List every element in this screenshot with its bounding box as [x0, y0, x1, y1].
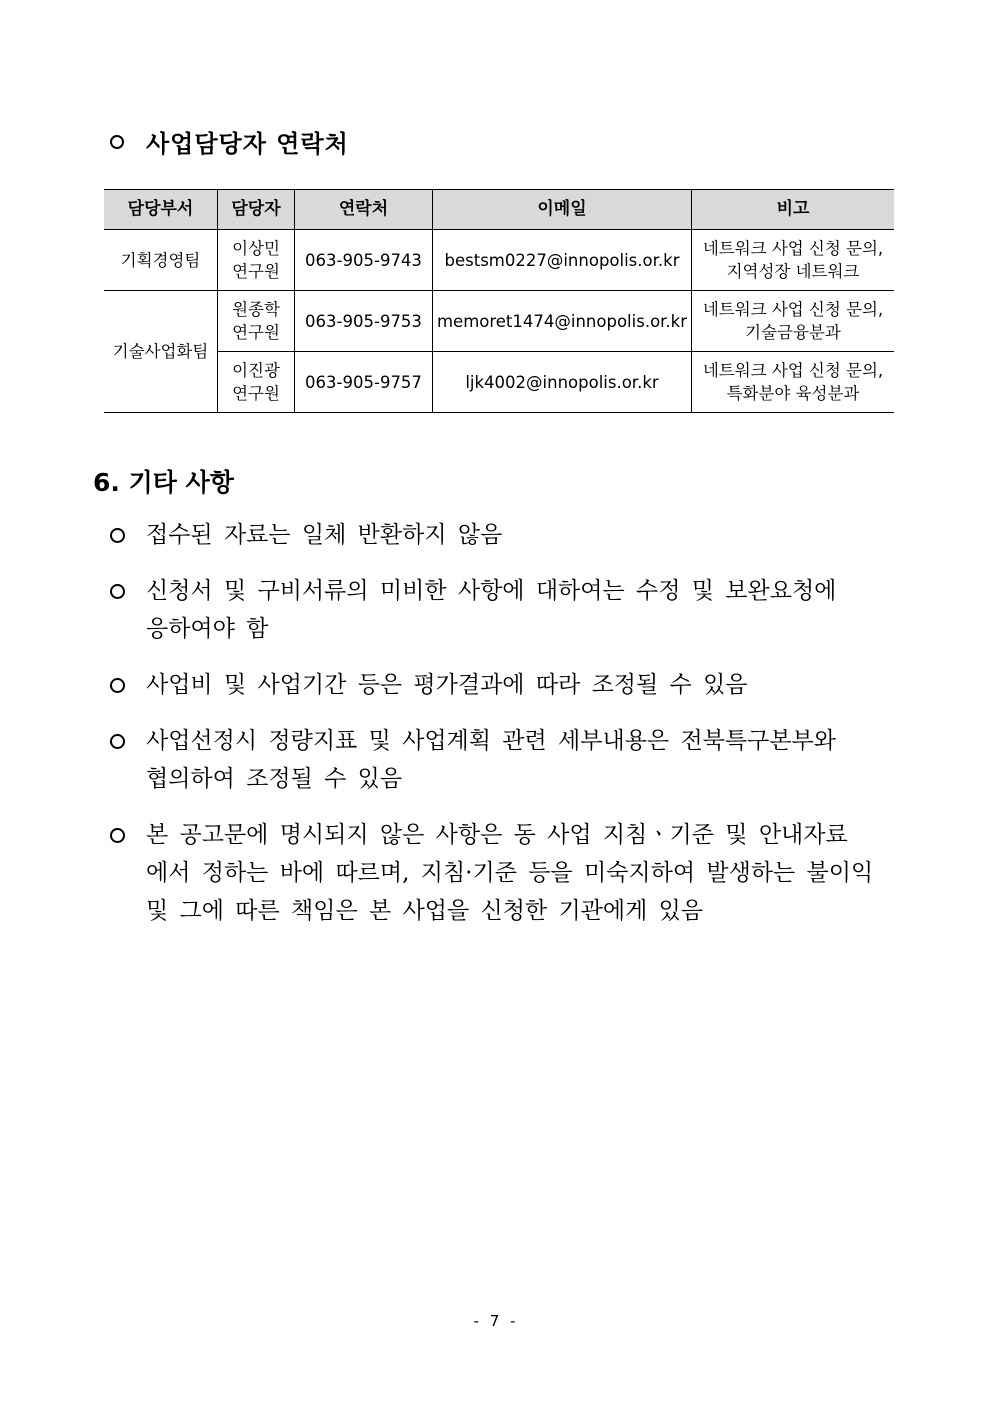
header-dept: 담당부서: [104, 190, 218, 230]
list-item-line: 사업비 및 사업기간 등은 평가결과에 따라 조정될 수 있음: [146, 672, 748, 698]
other-items-list: [110, 516, 898, 930]
note-line: 네트워크 사업 신청 문의,: [702, 300, 884, 319]
list-item-text: [146, 572, 898, 648]
circle-bullet-icon: [110, 528, 125, 543]
dept-cell: 기획경영팀: [104, 230, 218, 291]
list-item: [110, 666, 898, 704]
note-line: 네트워크 사업 신청 문의,: [702, 361, 884, 380]
list-item-line: 접수된 자료는 일체 반환하지 않음: [146, 522, 503, 548]
circle-bullet-icon: [110, 734, 125, 749]
phone-cell: 063-905-9757: [295, 352, 433, 413]
person-cell: [218, 352, 295, 413]
note-cell: [692, 291, 895, 352]
list-item-line: 사업선정시 정량지표 및 사업계획 관련 세부내용은 전북특구본부와: [146, 728, 836, 754]
note-cell: [692, 230, 895, 291]
circle-bullet-icon: [110, 828, 125, 843]
section-title: 6. 기타 사항: [93, 468, 234, 497]
table-row: [104, 352, 894, 413]
note-line: 네트워크 사업 신청 문의,: [702, 239, 884, 258]
person-cell: [218, 230, 295, 291]
list-item: [110, 572, 898, 648]
list-item-text: [146, 722, 898, 798]
person-name: 원종학: [232, 300, 280, 319]
list-item-line: 응하여야 함: [146, 616, 269, 642]
email-cell: memoret1474@innopolis.or.kr: [433, 291, 692, 352]
circle-bullet-icon: [110, 584, 125, 599]
email-cell: ljk4002@innopolis.or.kr: [433, 352, 692, 413]
list-item-text: [146, 516, 898, 554]
contact-section-heading: [110, 124, 349, 159]
list-item-text: [146, 666, 898, 704]
person-name: 이상민: [232, 239, 280, 258]
list-item-line: 에서 정하는 바에 따르며, 지침·기준 등을 미숙지하여 발생하는 불이익: [146, 860, 874, 886]
contact-table: [104, 189, 894, 413]
dept-cell: 기술사업화팀: [104, 291, 218, 413]
phone-cell: 063-905-9743: [295, 230, 433, 291]
list-item-line: 신청서 및 구비서류의 미비한 사항에 대하여는 수정 및 보완요청에: [146, 578, 837, 604]
person-title: 연구원: [232, 262, 280, 281]
phone-cell: 063-905-9753: [295, 291, 433, 352]
email-cell: bestsm0227@innopolis.or.kr: [433, 230, 692, 291]
person-name: 이진광: [232, 361, 280, 380]
table-row: [104, 291, 894, 352]
contact-section-title: 사업담당자 연락처: [146, 129, 349, 158]
list-item: [110, 722, 898, 798]
header-note: 비고: [692, 190, 895, 230]
note-line: 기술금융분과: [745, 323, 841, 342]
list-item-line: 및 그에 따른 책임은 본 사업을 신청한 기관에게 있음: [146, 898, 704, 924]
list-item: [110, 516, 898, 554]
list-item-text: [146, 816, 898, 930]
note-line: 특화분야 육성분과: [726, 384, 860, 403]
person-title: 연구원: [232, 384, 280, 403]
table-header-row: [104, 190, 894, 230]
header-person: 담당자: [218, 190, 295, 230]
circle-bullet-icon: [110, 135, 124, 149]
list-item-line: 협의하여 조정될 수 있음: [146, 766, 403, 792]
note-cell: [692, 352, 895, 413]
header-phone: 연락처: [295, 190, 433, 230]
table-row: [104, 230, 894, 291]
page-number: - 7 -: [473, 1312, 519, 1330]
list-item: [110, 816, 898, 930]
list-item-line: 본 공고문에 명시되지 않은 사항은 동 사업 지침ㆍ기준 및 안내자료: [146, 822, 848, 848]
circle-bullet-icon: [110, 678, 125, 693]
header-email: 이메일: [433, 190, 692, 230]
note-line: 지역성장 네트워크: [726, 262, 860, 281]
person-title: 연구원: [232, 323, 280, 342]
person-cell: [218, 291, 295, 352]
